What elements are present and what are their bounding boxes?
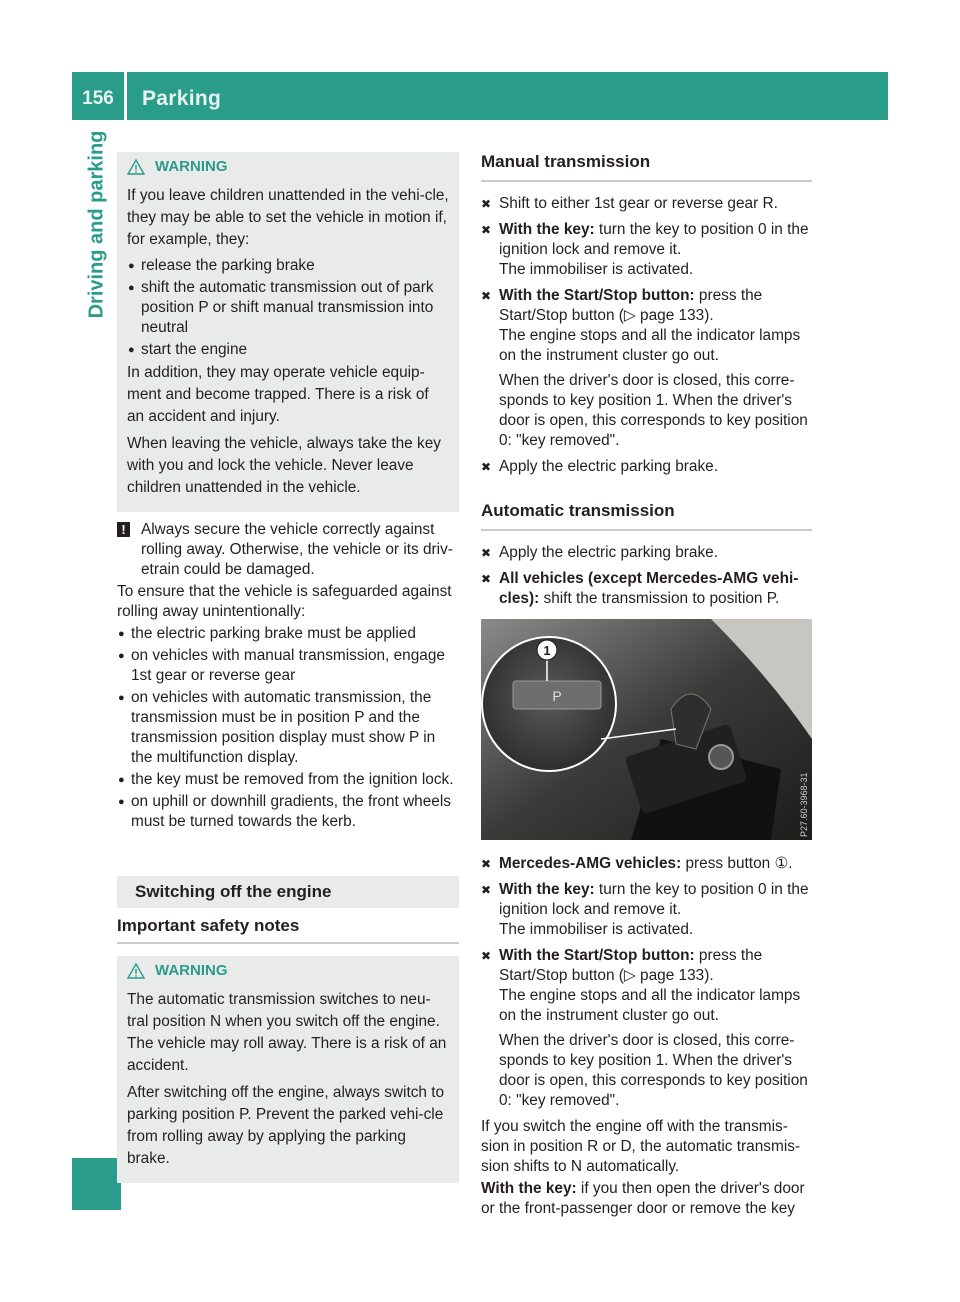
subsection-heading: Switching off the engine	[117, 876, 459, 908]
instruction-step: ✖ Apply the electric parking brake.	[481, 458, 719, 475]
step-arrow-icon: ✖	[481, 857, 492, 871]
side-tab	[72, 120, 121, 320]
body-text: With the key: if you then open the driver's door or the front-passenger door or remove the key	[481, 1180, 805, 1217]
bullet-icon: ●	[118, 796, 125, 808]
instruction-step: ✖ All vehicles (except Mercedes-AMG vehi-cles): shift the transmission to position P.	[481, 570, 799, 607]
warning-text: If you leave children unattended in the vehi-cle, they may be able to set the vehicle in motion if, for example, they:	[127, 187, 449, 248]
bullet-icon: ●	[118, 774, 125, 786]
section-heading: Important safety notes	[117, 908, 459, 944]
instruction-step: ✖ With the key: turn the key to position 0 in the ignition lock and remove it. The immobiliser is activated.	[481, 221, 809, 278]
list-item: ● the electric parking brake must be applied	[118, 625, 416, 642]
step-arrow-icon: ✖	[481, 883, 492, 897]
section-title: Parking	[142, 87, 222, 110]
warning-heading	[127, 157, 449, 177]
list-item: ● shift the automatic transmission out of park position P or shift manual transmission into neutral	[128, 279, 434, 336]
instruction-step: ✖ With the Start/Stop button: press the Start/Stop button (▷ page 133). The engine stops and all the indicator lamps on the instrument cluster go out. When the driver's door is closed, this corre-sponds to key position 1. When the driver's door is open, this corresponds to key position 0: "key removed".	[481, 947, 808, 1109]
list-item: ● on uphill or downhill gradients, the front wheels must be turned towards the kerb.	[118, 793, 451, 830]
side-tab-marker	[72, 1158, 121, 1210]
warning-text: The automatic transmission switches to neu-tral position N when you switch off the engine. The vehicle may roll away. There is a risk of an accident.	[127, 991, 447, 1074]
damage-notice	[117, 520, 459, 580]
step-arrow-icon: ✖	[481, 197, 492, 211]
exclamation-icon: !	[117, 522, 130, 537]
photo-code: P27.60-3968-31	[799, 772, 809, 837]
step-arrow-icon: ✖	[481, 572, 492, 586]
warning-title: WARNING	[155, 962, 228, 979]
step-arrow-icon: ✖	[481, 460, 492, 474]
list-item: ● the key must be removed from the ignition lock.	[118, 771, 454, 788]
list-item: ● release the parking brake	[128, 257, 315, 274]
bullet-icon: ●	[128, 282, 135, 294]
notice-text: Always secure the vehicle correctly against rolling away. Otherwise, the vehicle or its driv-etrain could be damaged.	[141, 521, 453, 578]
left-column	[117, 152, 459, 1183]
photo-callout-number: 1	[543, 643, 551, 658]
list-item: ● start the engine	[128, 341, 248, 358]
step-arrow-icon: ✖	[481, 223, 492, 237]
step-arrow-icon: ✖	[481, 546, 492, 560]
list-item: ● on vehicles with manual transmission, engage 1st gear or reverse gear	[118, 647, 445, 684]
section-heading: Automatic transmission	[481, 501, 812, 531]
photo-button-label: P	[552, 688, 562, 704]
side-tab-label: Driving and parking	[85, 130, 108, 319]
warning-text: When leaving the vehicle, always take the key with you and lock the vehicle. Never leave children unattended in the vehicle.	[127, 435, 441, 496]
instruction-step: ✖ Shift to either 1st gear or reverse gear R.	[481, 195, 778, 212]
right-column	[481, 152, 812, 1221]
body-text: If you switch the engine off with the transmis-sion in position R or D, the automatic transmis-sion shifts to N automatically.	[481, 1118, 801, 1175]
step-arrow-icon: ✖	[481, 949, 492, 963]
step-arrow-icon: ✖	[481, 289, 492, 303]
bullet-icon: ●	[118, 692, 125, 704]
warning-box	[117, 152, 459, 512]
warning-text: In addition, they may operate vehicle equip-ment and become trapped. There is a risk of an accident and injury.	[127, 364, 429, 425]
warning-triangle-icon	[127, 963, 145, 979]
intro-text: To ensure that the vehicle is safeguarded against rolling away unintentionally:	[117, 583, 452, 620]
instruction-step: ✖ With the key: turn the key to position 0 in the ignition lock and remove it. The immobiliser is activated.	[481, 881, 809, 938]
instruction-step: ✖ Mercedes-AMG vehicles: press button ①.	[481, 855, 793, 872]
warning-triangle-icon	[127, 159, 145, 175]
instruction-step: ✖ With the Start/Stop button: press the Start/Stop button (▷ page 133). The engine stops and all the indicator lamps on the instrument cluster go out. When the driver's door is closed, this corre-sponds to key position 1. When the driver's door is open, this corresponds to key position 0: "key removed".	[481, 287, 808, 449]
warning-box	[117, 956, 459, 1183]
warning-heading	[127, 961, 449, 981]
gear-selector-photo	[481, 619, 812, 840]
page-header	[72, 72, 888, 120]
warning-title: WARNING	[155, 158, 228, 175]
bullet-icon: ●	[118, 628, 125, 640]
bullet-icon: ●	[128, 260, 135, 272]
list-item: ● on vehicles with automatic transmission, the transmission must be in position P and the transmission position display must show P in the multifunction display.	[118, 689, 436, 766]
warning-text: After switching off the engine, always switch to parking position P. Prevent the parked vehi-cle from rolling away by applying the parking brake.	[127, 1084, 445, 1167]
bullet-icon: ●	[128, 344, 135, 356]
section-heading: Manual transmission	[481, 152, 812, 182]
header-divider	[124, 72, 127, 120]
instruction-step: ✖ Apply the electric parking brake.	[481, 544, 719, 561]
page-number: 156	[82, 88, 114, 109]
bullet-icon: ●	[118, 650, 125, 662]
